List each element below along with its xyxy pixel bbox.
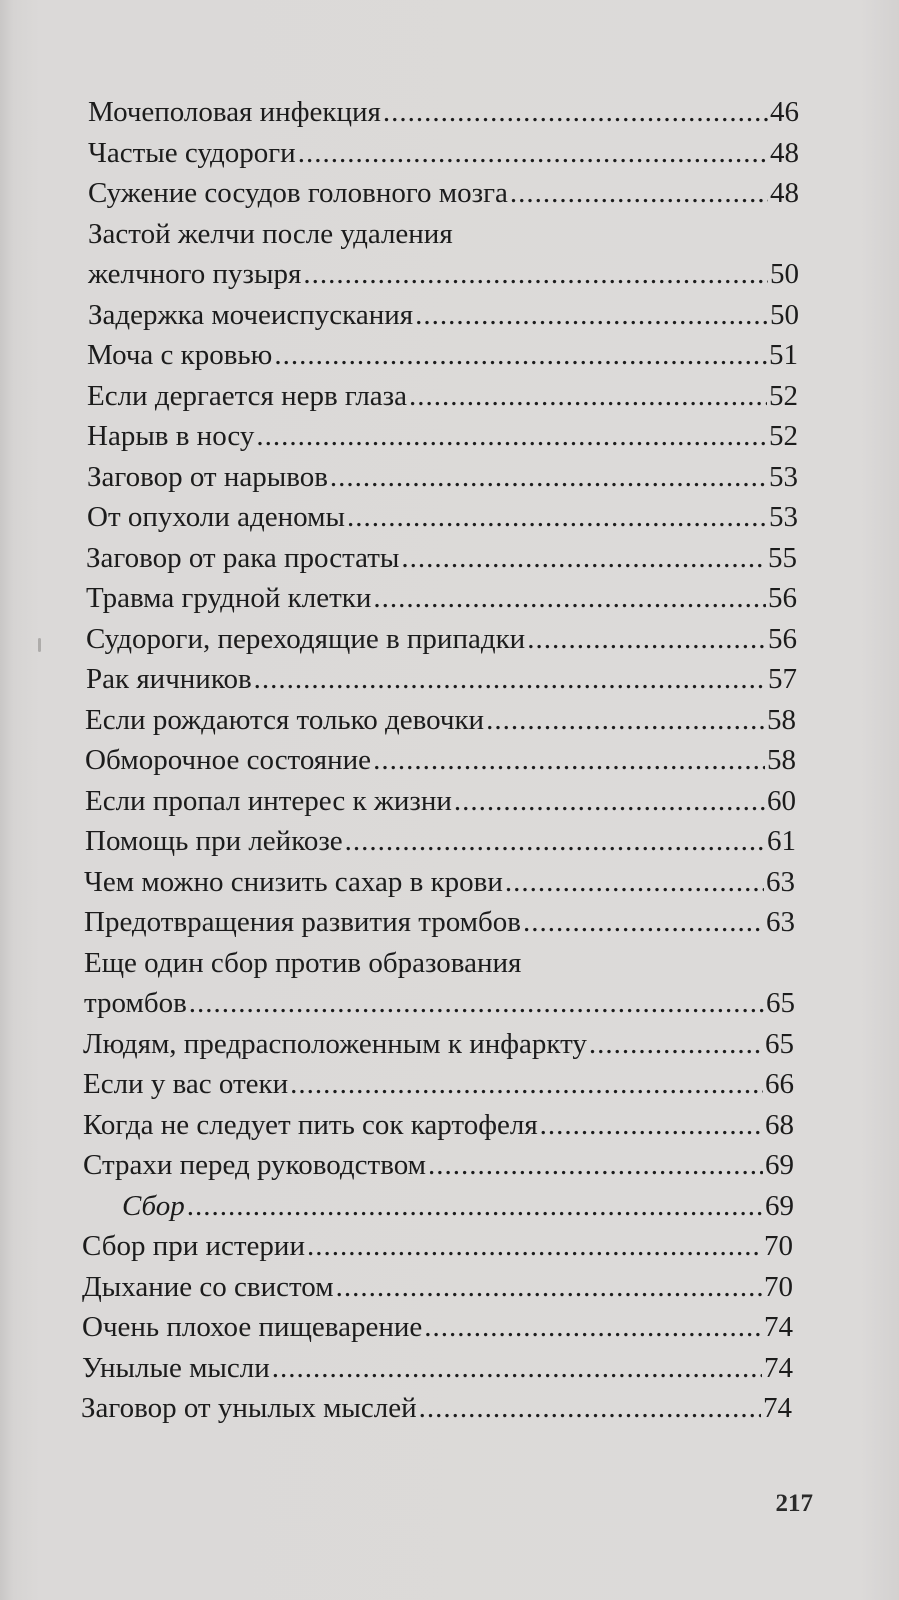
dot-leader [424,1309,762,1345]
toc-entry-title: Сужение сосудов головного мозга [88,177,508,209]
toc-entry-title: Рак яичников [86,663,252,695]
toc-entry [87,337,798,373]
toc-entry-title: Травма грудной клетки [86,582,372,614]
dot-leader [256,418,767,454]
dot-leader [540,1107,763,1143]
toc-entry-title: Задержка мочеиспускания [88,299,414,331]
toc-entry [85,823,796,859]
toc-entry-page: 74 [764,1352,793,1384]
toc-entry-title: Мочеполовая инфекция [88,96,381,128]
dot-leader [336,1269,762,1305]
dot-leader [254,661,766,697]
toc-entry [84,864,795,900]
toc-entry [85,702,796,738]
toc-entry-first-line [88,216,799,252]
dot-leader [527,621,766,657]
toc-entry [83,1147,794,1183]
toc-entry-page: 50 [770,258,799,290]
dot-leader [454,783,765,819]
toc-entry-page: 51 [769,339,798,371]
dot-leader [589,1026,763,1062]
toc-entry-title: Сбор при истерии [82,1230,305,1262]
toc-entry-page: 48 [770,137,799,169]
dot-leader [419,1390,761,1426]
dot-leader [373,580,766,616]
dot-leader [274,337,767,373]
toc-entry-title: Страхи перед руководством [83,1149,427,1181]
toc-entry-title: Нарыв в носу [87,420,255,452]
toc-entry-page: 52 [769,420,798,452]
dot-leader [290,1066,763,1102]
toc-entry-title: Сбор [122,1190,185,1222]
toc-entry-title: Дыхание со свистом [82,1271,334,1303]
toc-entry-page: 58 [767,704,796,736]
toc-entry-title: Если у вас отеки [83,1068,289,1100]
toc-entry-page: 66 [765,1068,794,1100]
toc-entry [88,297,799,333]
toc-entry-title: Унылые мысли [82,1352,270,1384]
toc-entry-page: 56 [768,623,797,655]
dot-leader [303,256,768,292]
toc-entry-page: 70 [764,1230,793,1262]
toc-entry-title: Если рождаются только девочки [85,704,485,736]
toc-entry-page: 46 [770,96,799,128]
toc-entry [88,256,799,292]
toc-entry-title: От опухоли аденомы [87,501,345,533]
toc-entry-title: Очень плохое пищеварение [82,1311,423,1343]
toc-entry-page: 50 [770,299,799,331]
toc-entry-page: 48 [770,177,799,209]
toc-entry-title: Предотвращения развития тромбов [84,906,521,938]
toc-entry-title: Людям, предрасположенным к инфаркту [83,1028,587,1060]
dot-leader [298,135,768,171]
page-number: 217 [775,1490,813,1517]
toc-entry [87,459,798,495]
dot-leader [523,904,764,940]
toc-entry-title: Когда не следует пить сок картофеля [83,1109,538,1141]
toc-entry [82,1228,793,1264]
toc-entry-title: Если дергается нерв глаза [87,380,408,412]
toc-entry-page: 56 [768,582,797,614]
toc-entry [87,378,798,414]
toc-entry-page: 69 [765,1190,794,1222]
toc-entry-page: 74 [763,1392,792,1424]
toc-entry-page: 52 [769,380,798,412]
toc-entry-title: Застой желчи после удаления [88,218,453,250]
toc-entry [86,540,797,576]
toc-entry-page: 65 [765,1028,794,1060]
toc-entry [85,783,796,819]
toc-entry [82,1350,793,1386]
toc-entry-page: 63 [766,866,795,898]
toc-entry [87,418,798,454]
toc-entry-title: Помощь при лейкозе [85,825,343,857]
dot-leader [272,1350,762,1386]
dot-leader [510,175,768,211]
dot-leader [189,985,764,1021]
dot-leader [345,823,765,859]
toc-entry-page: 53 [769,461,798,493]
toc-entry-title: Моча с кровью [87,339,273,371]
toc-entry-title: Заговор от рака простаты [86,542,400,574]
toc-entry [83,1066,794,1102]
toc-entry-title: Частые судороги [88,137,296,169]
toc-entry-page: 69 [765,1149,794,1181]
toc-entry-title: Заговор от унылых мыслей [81,1392,417,1424]
toc-entry-page: 74 [764,1311,793,1343]
dot-leader [330,459,767,495]
dot-leader [486,702,765,738]
toc-entry [86,580,797,616]
toc-entry-page: 70 [764,1271,793,1303]
toc-entry-title: Чем можно снизить сахар в крови [84,866,503,898]
toc-entry-title: Судороги, переходящие в припадки [86,623,526,655]
toc-entry [83,1107,794,1143]
toc-entry-page: 58 [767,744,796,776]
dot-leader [187,1188,763,1224]
toc-entry-page: 55 [768,542,797,574]
dot-leader [307,1228,762,1264]
toc-subentry [122,1188,794,1224]
toc-entry-page: 63 [766,906,795,938]
toc-entry-title: Еще один сбор против образования [84,947,522,979]
toc-entry-first-line [84,945,795,981]
toc-entry [86,621,797,657]
dot-leader [505,864,764,900]
toc-entry [86,661,797,697]
toc-entry [88,175,799,211]
toc-entry [81,1390,792,1426]
dot-leader [383,94,768,130]
toc-entry [88,135,799,171]
toc-entry-page: 53 [769,501,798,533]
dot-leader [428,1147,763,1183]
toc-entry-page: 65 [766,987,795,1019]
toc-entry [85,742,796,778]
toc-entry [82,1309,793,1345]
dot-leader [409,378,767,414]
dot-leader [347,499,767,535]
toc-entry-title: тромбов [84,987,187,1019]
toc-entry-title: Заговор от нарывов [87,461,328,493]
dot-leader [401,540,766,576]
toc-entry-title: Если пропал интерес к жизни [85,785,452,817]
toc-entry [87,499,798,535]
toc-entry [82,1269,793,1305]
toc-entry-page: 57 [768,663,797,695]
toc-entry [84,904,795,940]
toc-entry-page: 60 [767,785,796,817]
toc-entry-page: 61 [767,825,796,857]
dot-leader [373,742,765,778]
toc-entry-title: Обморочное состояние [85,744,372,776]
toc-entry-page: 68 [765,1109,794,1141]
toc-entry-title: желчного пузыря [88,258,302,290]
dot-leader [415,297,768,333]
toc-entry [84,985,795,1021]
toc-entry [88,94,799,130]
toc-entry [83,1026,794,1062]
